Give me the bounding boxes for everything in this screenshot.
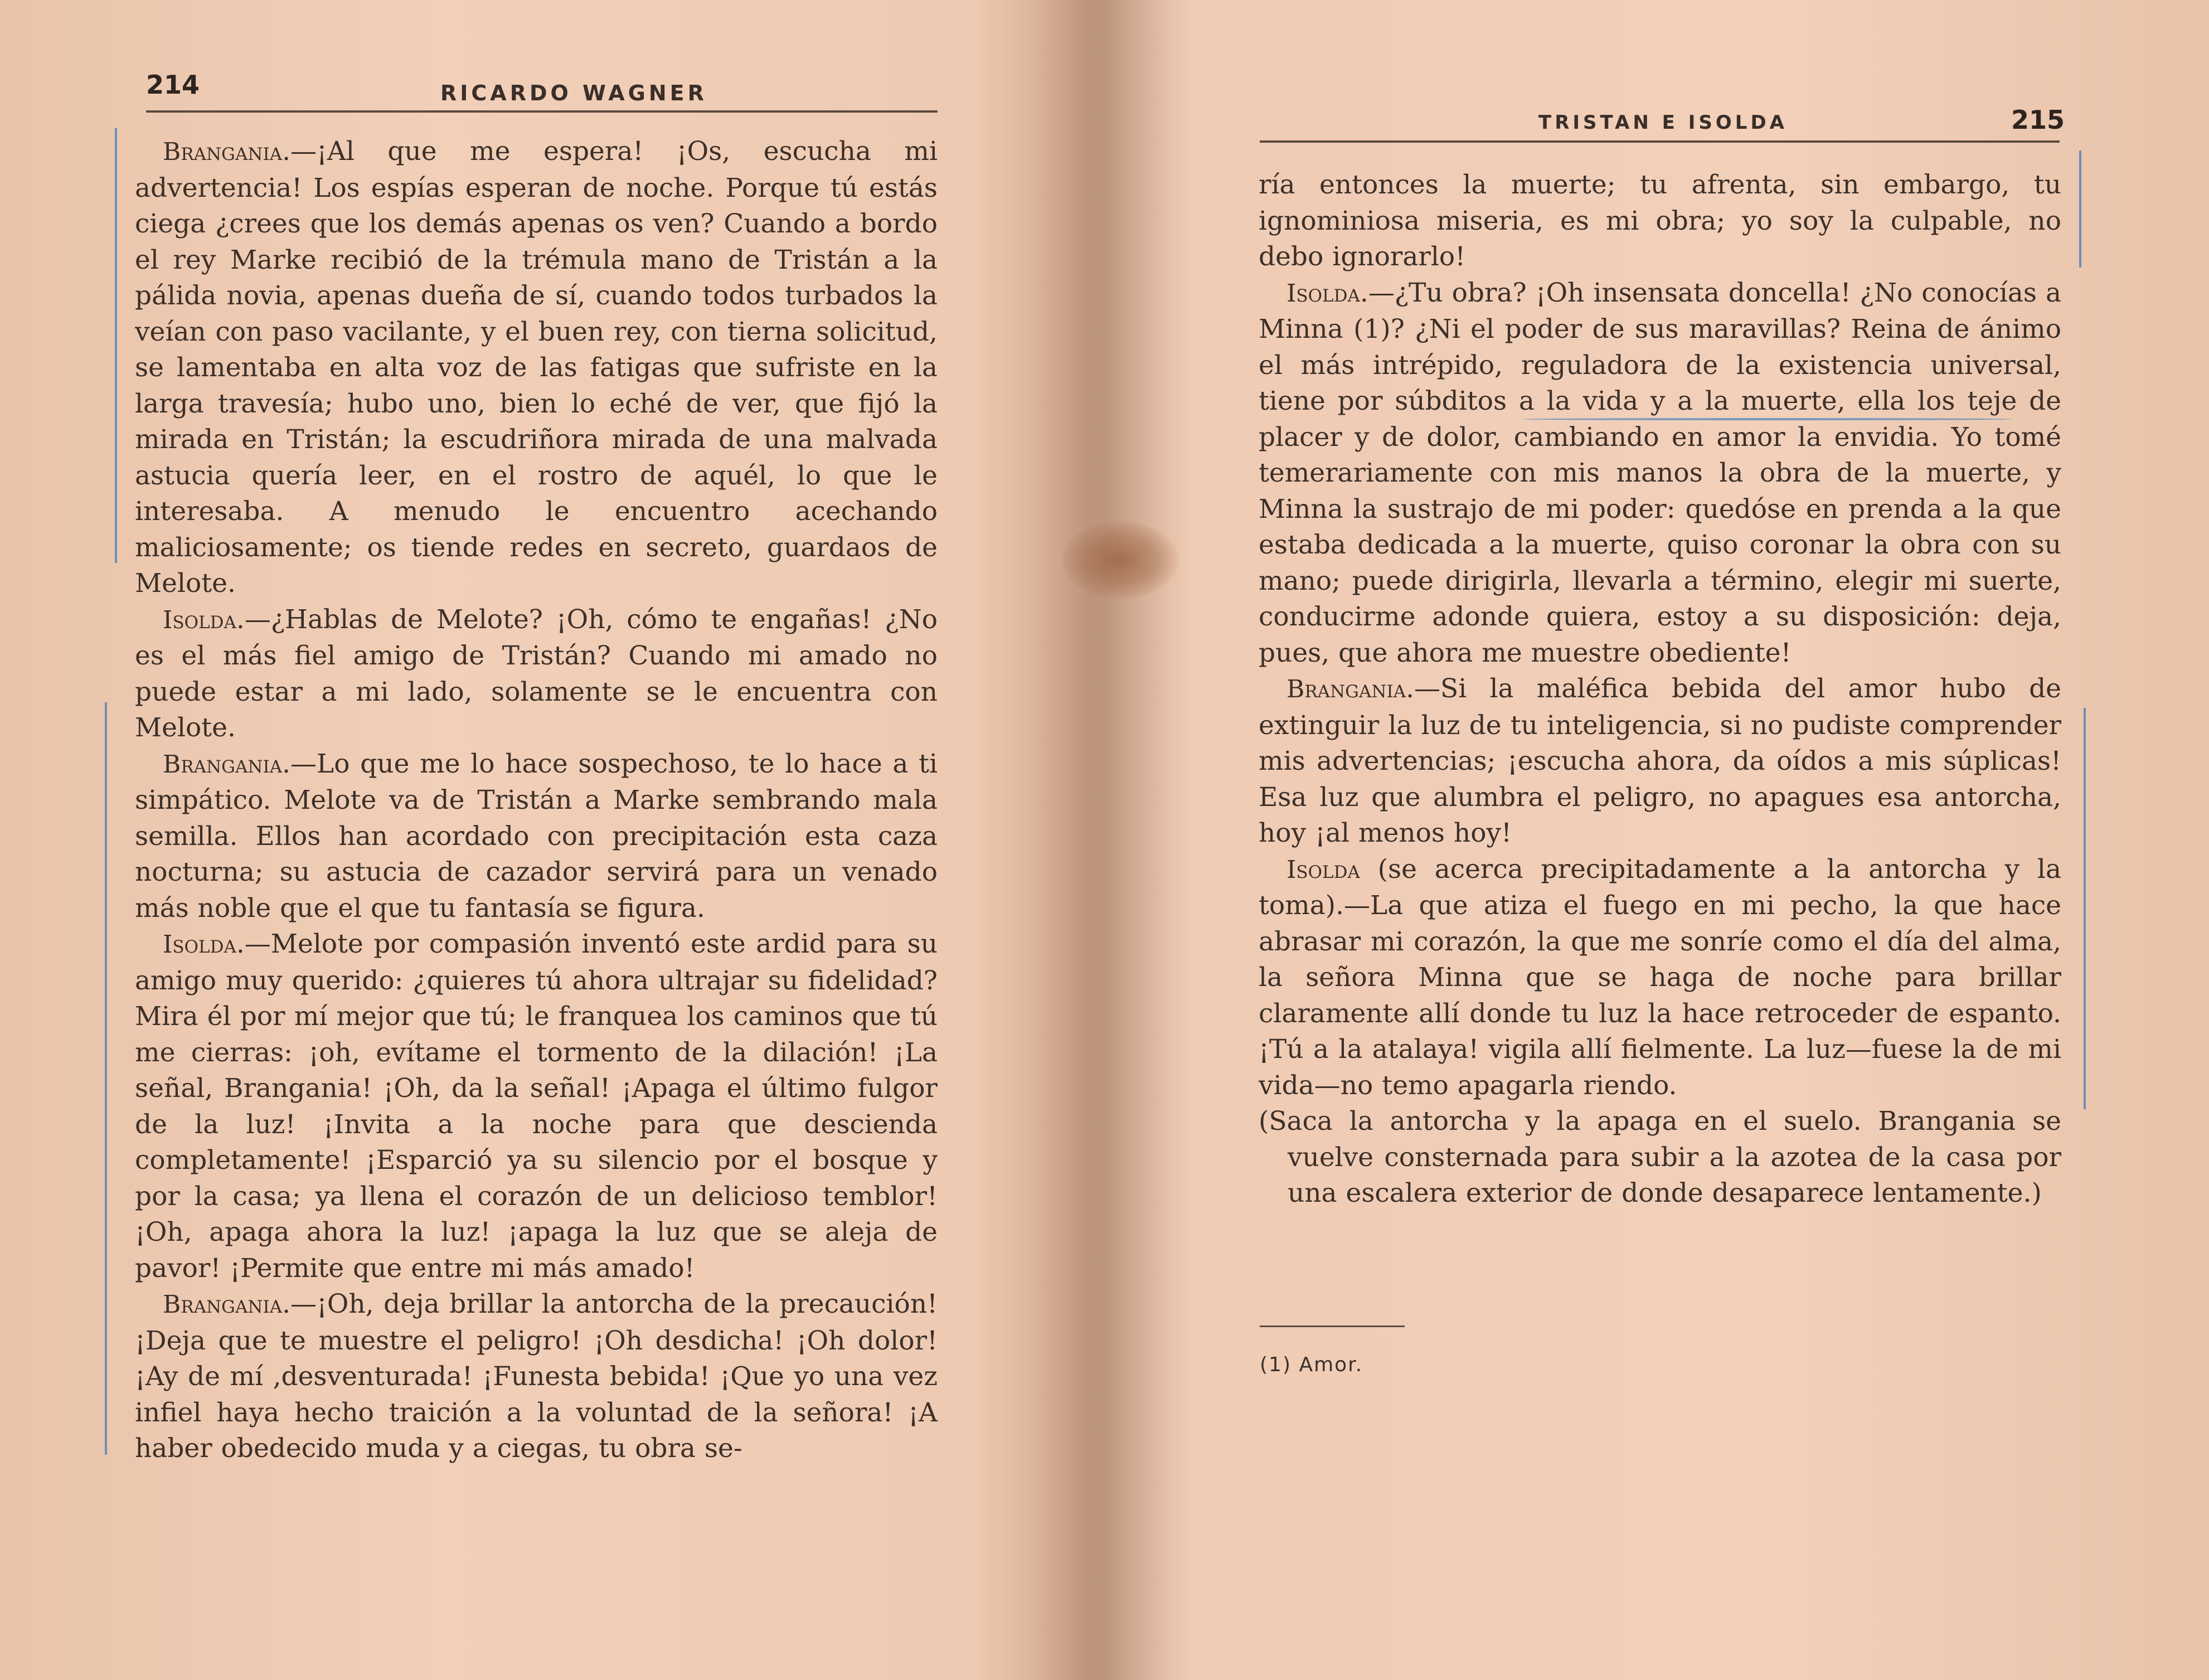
paragraph xyxy=(135,602,938,746)
speaker: Isolda xyxy=(1286,279,1360,308)
speech: .—Melote por compasión inventó este ardid para su amigo muy querido: ¿quieres tú ahora ultrajar su fidelidad? Mira él por mí mejor que tú; le franquea los caminos que tú me cierras: ¡oh, evítame el tormento de la dilación! ¡La señal, Brangania! ¡Oh, da la señal! ¡Apaga el último fulgor de la luz! ¡Invita a la noche para que descienda completamente! ¡Esparció ya su silencio por el bosque y por la casa; ya llena el corazón de un delicioso temblor! ¡Oh, apaga ahora la luz! ¡apaga la luz que se aleja de pavor! ¡Permite que entre mi más amado! xyxy=(135,929,938,1284)
speech: .—¿Hablas de Melote? ¡Oh, cómo te engañas! ¿No es el más fiel amigo de Tristán? Cuando mi amado no puede estar a mi lado, solamente se le encuentra con Melote. xyxy=(135,604,938,743)
speech: .—Si la maléfica bebida del amor hubo de extinguir la luz de tu inteligencia, si no pudiste comprender mis advertencias; ¡escucha ahora, da oídos a mis súplicas! Esa luz que alumbra el peligro, no apagues esa antorcha, hoy ¡al menos hoy! xyxy=(1259,673,2061,848)
page-number: 215 xyxy=(2011,105,2065,135)
page-number: 214 xyxy=(146,70,200,100)
right-page xyxy=(1120,0,2209,1680)
speaker: Brangania xyxy=(163,750,283,779)
header-rule xyxy=(1260,140,2060,143)
speaker: Brangania xyxy=(163,138,283,166)
margin-mark xyxy=(2084,708,2086,1109)
speaker: Isolda xyxy=(163,930,236,959)
speech: .—¡Al que me espera! ¡Os, escucha mi advertencia! Los espías esperan de noche. Porque tú estás ciega ¿crees que los demás apenas os ven? Cuando a bordo el rey Marke recibió de la trémula mano de Tristán a la pálida novia, apenas dueña de sí, cuando todos turbados la veían con paso vacilante, y el buen rey, con tierna solicitud, se lamentaba en alta voz de las fatigas que sufriste en la larga travesía; hubo uno, bien lo eché de ver, que fijó la mirada en Tristán; la escudriñora mirada de una malvada astucia quería leer, en el rostro de aquél, lo que le interesaba. A menudo le encuentro acechando maliciosamente; os tiende redes en secreto, guardaos de Melote. xyxy=(135,136,938,599)
text-block xyxy=(1259,167,2061,1212)
speaker: Isolda xyxy=(163,605,236,634)
speaker: Brangania xyxy=(163,1290,283,1319)
header-rule xyxy=(146,110,938,113)
speech: (se acerca precipitadamente a la antorcha y la toma).—La que atiza el fuego en mi pecho, la que hace abrasar mi corazón, la que me sonríe como el día del alma, la señora Minna que se haga de noche para brillar claramente allí donde tu luz la hace retroceder de espanto. ¡Tú a la atalaya! vigila allí fielmente. La luz—fuese la de mi vida—no temo apagarla riendo. xyxy=(1259,853,2061,1101)
speech: .—¡Oh, deja brillar la antorcha de la precaución! ¡Deja que te muestre el peligro! ¡Oh desdicha! ¡Oh dolor! ¡Ay de mí ,desventurada! ¡Funesta bebida! ¡Que yo una vez infiel haya hecho traición a la voluntad de la señora! ¡A haber obedecido muda y a ciegas, tu obra se- xyxy=(135,1289,938,1464)
paragraph xyxy=(135,746,938,927)
footnote-rule xyxy=(1260,1325,1405,1327)
running-head: RICARDO WAGNER xyxy=(440,81,707,105)
paragraph xyxy=(135,926,938,1286)
speech: .—¿Tu obra? ¡Oh insensata doncella! ¿No conocías a Minna (1)? ¿Ni el poder de sus maravillas? Reina de ánimo el más intrépido, reguladora de la existencia universal, tiene por súbditos a la vida y a la muerte, ella los teje de placer y de dolor, cambiando en amor la envidia. Yo tomé temerariamente con mis manos la obra de la muerte, y Minna la sustrajo de mi poder: quedóse en prenda a la que estaba dedicada a la muerte, quiso coronar la obra con su mano; puede dirigirla, llevarla a término, elegir mi suerte, conducirme adonde quiera, estoy a su disposición: deja, pues, que ahora me muestre obediente! xyxy=(1259,277,2061,668)
running-head: TRISTAN E ISOLDA xyxy=(1538,111,1788,134)
speech: .—Lo que me lo hace sospechoso, te lo hace a ti simpático. Melote va de Tristán a Marke sembrando mala semilla. Ellos han acordado con precipitación esta caza nocturna; su astucia de cazador servirá para un venado más noble que el que tu fantasía se figura. xyxy=(135,748,938,924)
paragraph xyxy=(1259,852,2061,1104)
footnote: (1) Amor. xyxy=(1260,1353,1363,1376)
paragraph xyxy=(1259,671,2061,852)
margin-mark xyxy=(2079,150,2081,268)
text-block xyxy=(135,134,938,1467)
continuation: ría entonces la muerte; tu afrenta, sin embargo, tu ignominiosa miseria, es mi obra; yo soy la culpable, no debo ignorarlo! xyxy=(1259,169,2061,272)
margin-mark xyxy=(115,128,117,563)
speaker: Brangania xyxy=(1286,675,1406,703)
speaker: Isolda xyxy=(1286,855,1360,884)
margin-mark xyxy=(105,702,107,1455)
stage-direction: (Saca la antorcha y la apaga en el suelo. Brangania se vuelve consternada para subir a la azotea de la casa por una escalera exterior de donde desaparece lentamente.) xyxy=(1259,1106,2061,1208)
left-page xyxy=(0,0,1087,1680)
paragraph xyxy=(1259,275,2061,672)
paragraph xyxy=(135,134,938,602)
paragraph xyxy=(135,1286,938,1467)
